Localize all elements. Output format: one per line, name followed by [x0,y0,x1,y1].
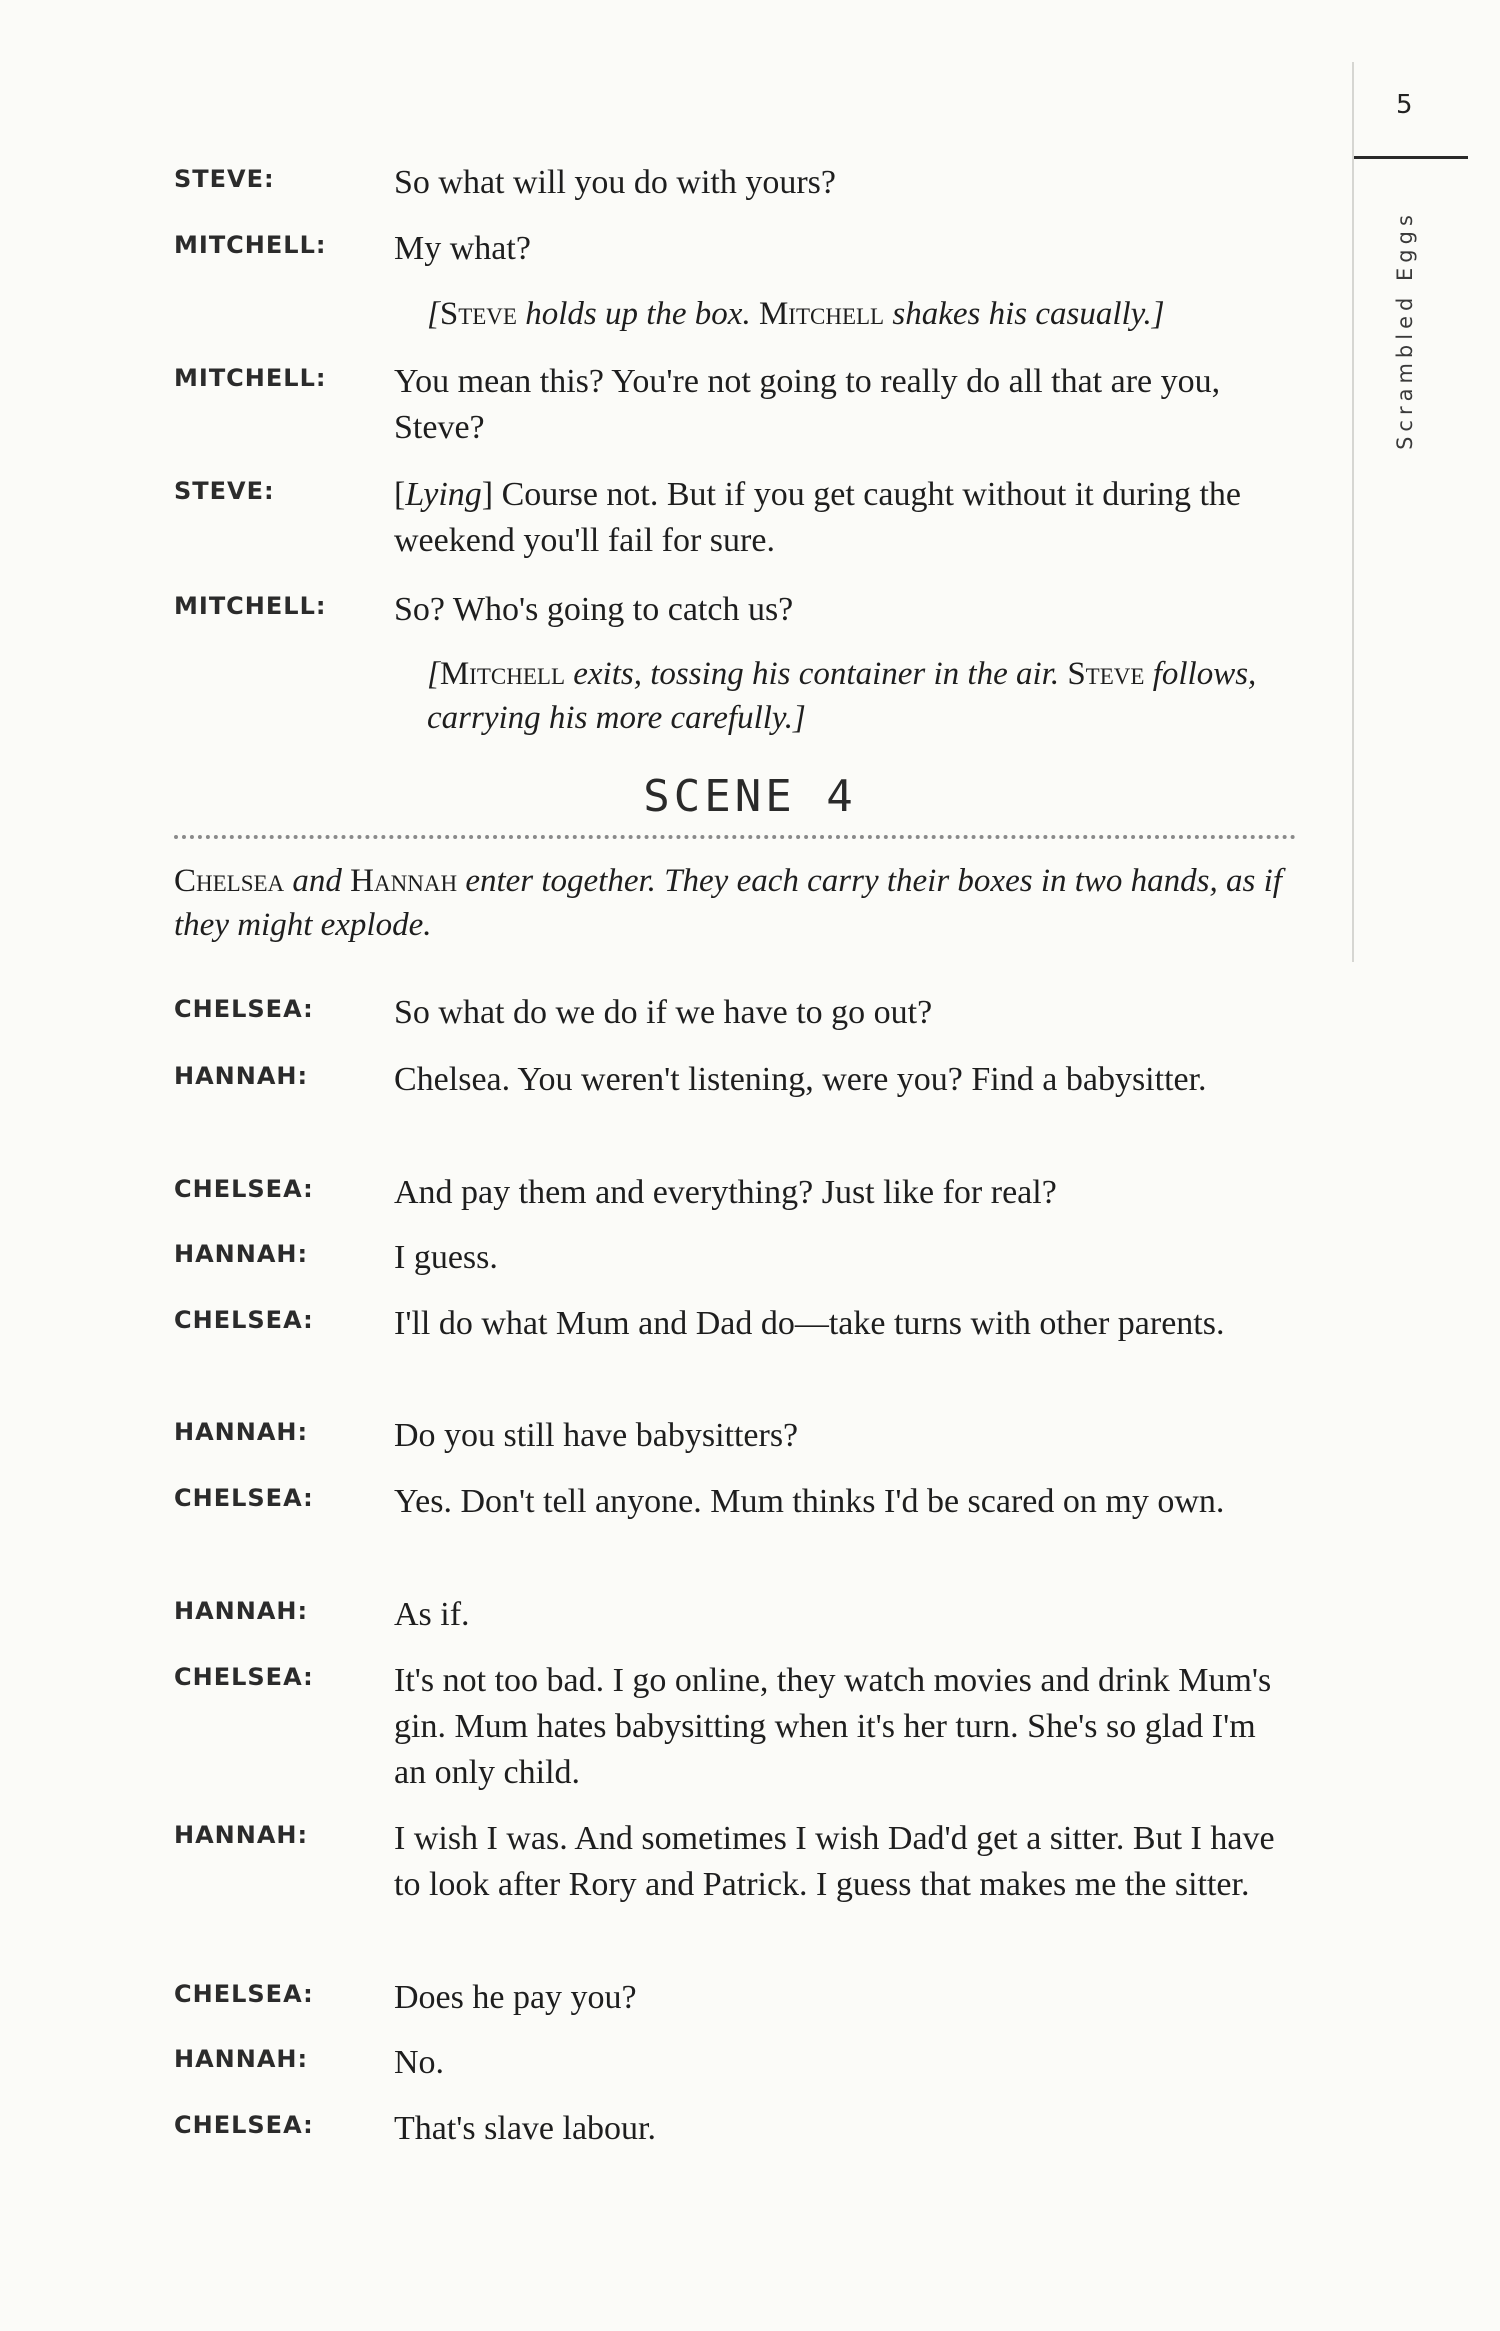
speaker-name: STEVE: [174,165,275,193]
speaker-name: CHELSEA: [174,1980,314,2008]
speaker-name: HANNAH: [174,1062,309,1090]
speaker-name: HANNAH: [174,1418,309,1446]
speaker-name: HANNAH: [174,1597,309,1625]
speaker-name: CHELSEA: [174,1484,314,1512]
side-rule [1352,62,1354,962]
stage-direction: [Steve holds up the box. Mitchell shakes his casually.] [427,296,1165,332]
speech-text: Yes. Don't tell anyone. Mum thinks I'd be scared on my own. [394,1483,1225,1520]
speech-text: And pay them and everything? Just like for real? [394,1174,1057,1211]
speech-text: Do you still have babysitters? [394,1417,799,1454]
dotted-divider [174,835,1296,839]
speaker-name: MITCHELL: [174,231,327,259]
speech-text: So what will you do with yours? [394,164,836,201]
speaker-name: CHELSEA: [174,1306,314,1334]
page-number: 5 [1396,90,1413,120]
scene-stage-direction [174,859,1304,947]
stage-direction: [Mitchell exits, tossing his container in the air. Steve follows, carrying his more carefully.] [427,656,1257,736]
speech-text: Does he pay you? [394,1979,637,2016]
speech-text: I wish I was. And sometimes I wish Dad'd get a sitter. But I have to look after Rory and Patrick. I guess that makes me the sitter. [394,1820,1275,1903]
speaker-name: CHELSEA: [174,2111,314,2139]
speech-text: So what do we do if we have to go out? [394,994,933,1031]
stage-direction-text: enter together. They each carry their boxes in two hands, as if they might explode. [174,863,1282,943]
stage-direction-text: shakes his casually. [884,296,1152,332]
speech-text: [Lying] Course not. But if you get caught without it during the weekend you'll fail for sure. [394,476,1242,559]
stage-direction-text: holds up the box. [516,296,759,332]
character-name: Chelsea [174,863,285,899]
speech-text: I'll do what Mum and Dad do—take turns with other parents. [394,1305,1225,1342]
speech-text: No. [394,2044,445,2081]
speech-text: My what? [394,230,531,267]
stage-direction-text: exits, tossing his container in the air. [565,656,1068,692]
speech-text: Chelsea. You weren't listening, were you? Find a babysitter. [394,1061,1207,1098]
character-name: Steve [1067,656,1145,692]
speaker-name: STEVE: [174,477,275,505]
speech-text: I guess. [394,1239,498,1276]
acting-direction: Lying [405,476,482,513]
speech-text: As if. [394,1596,470,1633]
speaker-name: CHELSEA: [174,1175,314,1203]
character-name: Steve [439,296,517,332]
running-title: Scrambled Eggs [1393,210,1417,450]
character-name: Mitchell [439,656,565,692]
speaker-name: HANNAH: [174,1240,309,1268]
speaker-name: MITCHELL: [174,592,327,620]
speech-text: You mean this? You're not going to really do all that are you, Steve? [394,363,1221,446]
scene-heading: SCENE 4 [643,771,857,822]
stage-direction-text: follows, carrying his more carefully. [427,656,1257,736]
speaker-name: CHELSEA: [174,1663,314,1691]
header-rule [1352,156,1468,159]
speech-text: It's not too bad. I go online, they watch movies and drink Mum's gin. Mum hates babysitting when it's her turn. She's so glad I'm an only child. [394,1662,1272,1791]
stage-direction-text: and [284,863,351,899]
character-name: Mitchell [758,296,885,332]
speech-content: Course not. But if you get caught without it during the weekend you'll fail for sure. [394,476,1242,559]
speaker-name: MITCHELL: [174,364,327,392]
speaker-name: CHELSEA: [174,995,314,1023]
speech-text: That's slave labour. [394,2110,657,2147]
speaker-name: HANNAH: [174,2045,309,2073]
speech-text: So? Who's going to catch us? [394,591,794,628]
character-name: Hannah [350,863,458,899]
speaker-name: HANNAH: [174,1821,309,1849]
